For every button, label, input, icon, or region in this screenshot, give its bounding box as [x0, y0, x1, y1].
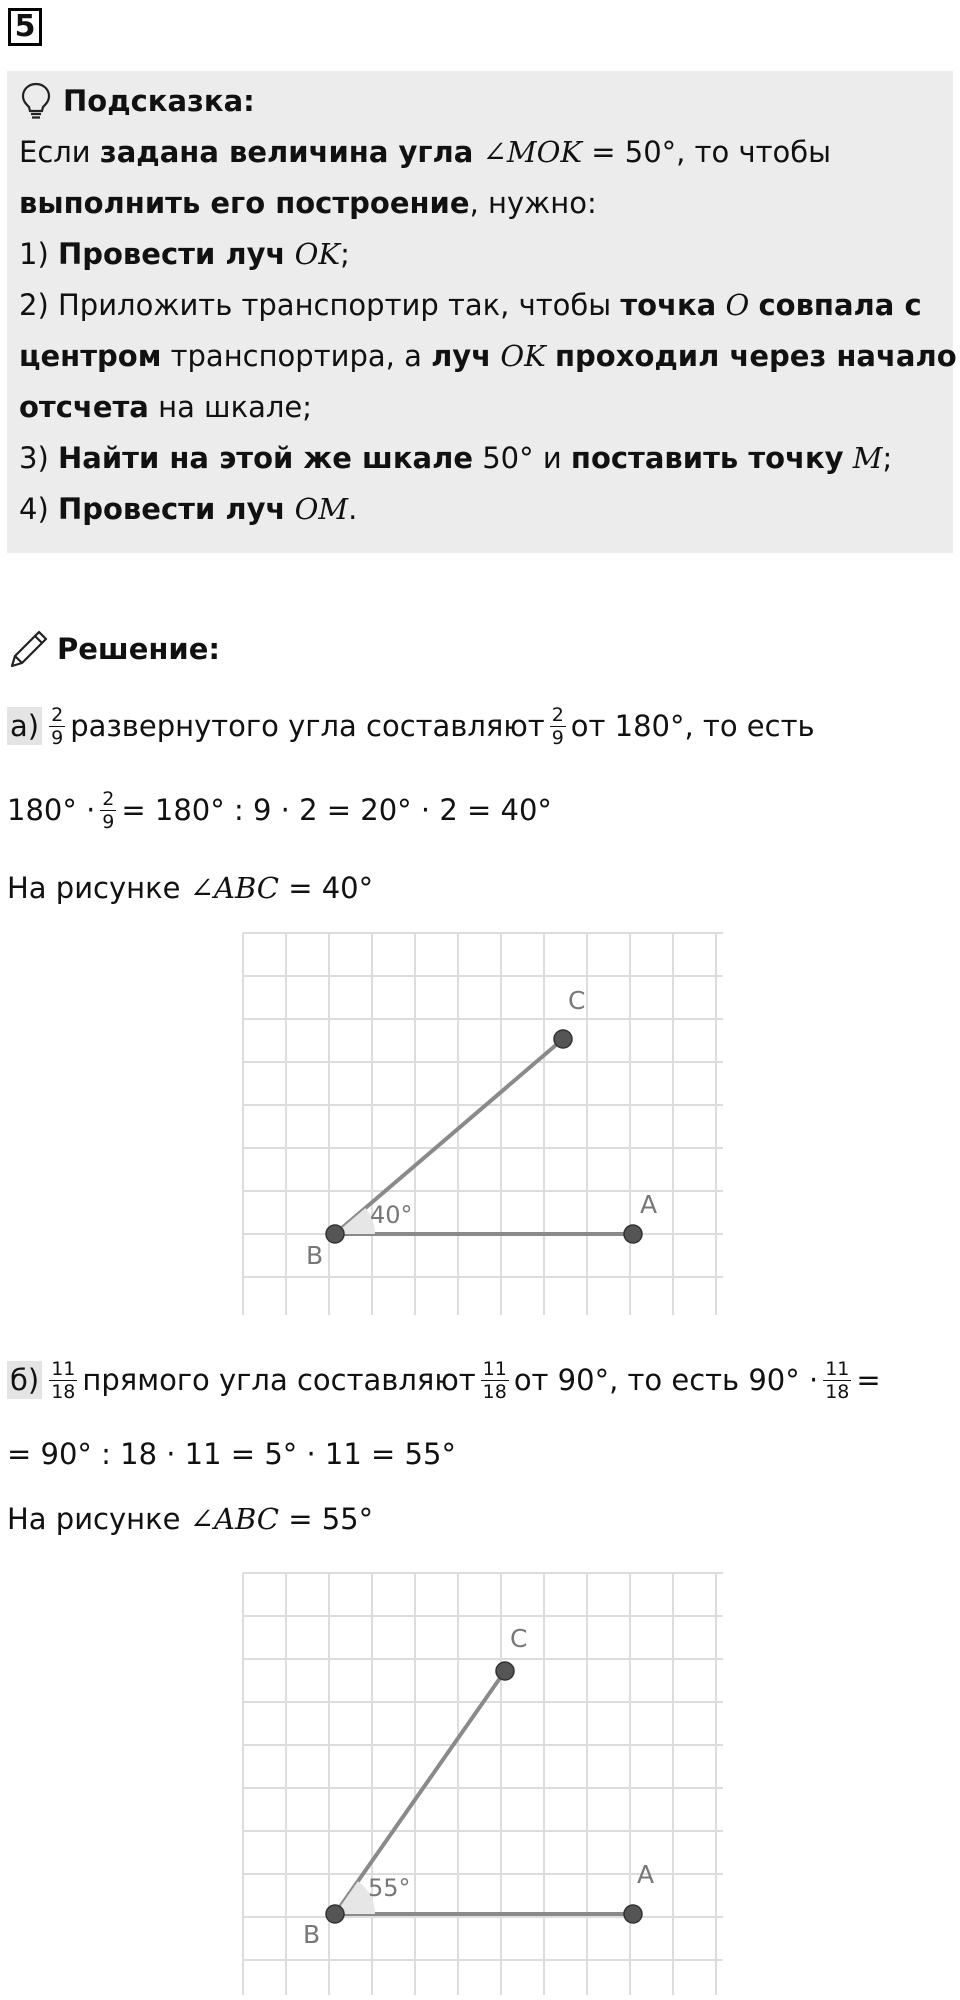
hint-title: Подсказка:: [63, 84, 255, 118]
text: от 90°, то есть 90° ·: [513, 1363, 819, 1397]
point-b-label: B: [303, 1920, 321, 1949]
fraction: $\frac{2}{9}$: [551, 703, 564, 749]
hint-box: [7, 71, 957, 553]
task-number: 5: [8, 8, 42, 46]
fraction: $\frac{11}{18}$: [825, 1357, 850, 1403]
fraction: $\frac{2}{9}$: [102, 787, 115, 833]
text: развернутого угла составляют: [70, 709, 545, 743]
hint-line: центром транспортира, а луч OK проходил через начало: [19, 339, 957, 373]
angle-label: ∠ABC: [189, 871, 279, 905]
hint-line: выполнить его построение, нужно:: [19, 186, 597, 220]
text: 180° ·: [7, 793, 96, 827]
fraction: $\frac{11}{18}$: [482, 1357, 507, 1403]
fraction: $\frac{2}{9}$: [51, 703, 64, 749]
figure-a: [240, 930, 730, 1320]
part-a-line-1: [7, 691, 815, 761]
hint-body: [19, 127, 957, 535]
figure-b: [240, 1565, 730, 2000]
text: = 40°: [278, 871, 374, 905]
hint-line: Если задана величина угла ∠MOK = 50°, то чтобы: [19, 135, 832, 169]
hint-line: 1) Провести луч OK;: [19, 237, 350, 271]
text: = 180° : 9 · 2 = 20° · 2 = 40°: [121, 793, 552, 827]
text: прямого угла составляют: [82, 1363, 476, 1397]
point-a-label: A: [640, 1190, 658, 1219]
text: от 180°, то есть: [570, 709, 815, 743]
part-b-line-1: [7, 1345, 881, 1415]
pencil-icon: [9, 629, 49, 669]
angle-label: ∠ABC: [189, 1502, 279, 1536]
text: =: [856, 1363, 881, 1397]
solution-header: [9, 626, 220, 672]
hint-line: 3) Найти на этой же шкале 50° и поставить точку M;: [19, 441, 893, 475]
part-a-line-3: [7, 866, 373, 910]
hint-line: 4) Провести луч OM.: [19, 492, 358, 526]
text: На рисунке: [7, 871, 190, 905]
hint-header: [21, 79, 255, 123]
point-a-label: A: [637, 1860, 655, 1889]
point-c-label: C: [568, 986, 586, 1015]
point-b-label: B: [306, 1241, 324, 1270]
solution-title: Решение:: [57, 632, 221, 666]
fraction: $\frac{11}{18}$: [51, 1357, 76, 1403]
part-a-letter: а): [7, 707, 42, 745]
lightbulb-icon: [21, 82, 51, 120]
hint-line: 2) Приложить транспортир так, чтобы точка O совпала с: [19, 288, 922, 322]
part-b-letter: б): [7, 1361, 42, 1399]
text: = 55°: [278, 1502, 374, 1536]
part-b-line-3: [7, 1497, 373, 1541]
part-b-line-2: = 90° : 18 · 11 = 5° · 11 = 55°: [7, 1437, 456, 1471]
point-c-label: C: [510, 1624, 528, 1653]
angle-value-label: 40°: [370, 1201, 413, 1229]
hint-line: отсчета на шкале;: [19, 390, 313, 424]
part-a-line-2: [7, 775, 552, 845]
angle-value-label: 55°: [368, 1874, 411, 1902]
text: На рисунке: [7, 1502, 190, 1536]
